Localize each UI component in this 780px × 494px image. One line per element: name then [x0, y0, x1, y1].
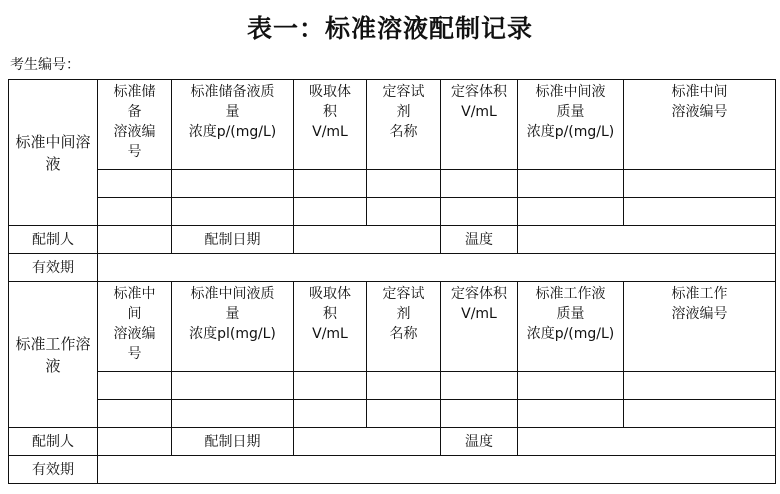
data-cell[interactable]	[441, 170, 518, 198]
header-line: 定容试	[382, 286, 425, 302]
validity-row	[9, 254, 776, 282]
date-value[interactable]	[294, 428, 441, 456]
data-cell[interactable]	[518, 400, 624, 428]
data-cell[interactable]	[172, 170, 294, 198]
header-line: 浓度p/(mg/L)	[526, 124, 615, 140]
header-row	[9, 282, 776, 372]
header-line: 间	[127, 306, 142, 322]
header-line: 标准工作	[671, 286, 728, 302]
header-line: 浓度p/(mg/L)	[188, 124, 277, 140]
validity-value[interactable]	[98, 456, 776, 484]
header-line: 名称	[389, 124, 418, 140]
data-cell[interactable]	[518, 372, 624, 400]
column-header	[441, 80, 518, 170]
column-header	[518, 282, 624, 372]
data-cell[interactable]	[518, 198, 624, 226]
header-line: 吸取体	[309, 286, 351, 302]
data-cell[interactable]	[294, 198, 367, 226]
section-name	[9, 80, 98, 226]
header-line: 标准工作	[15, 334, 76, 353]
preparer-label: 配制人	[9, 226, 98, 254]
header-line: 量	[225, 306, 240, 322]
column-header	[624, 282, 776, 372]
section-name	[9, 282, 98, 428]
header-line: 溶液编号	[671, 104, 728, 120]
header-line: 溶液编号	[671, 306, 728, 322]
data-cell[interactable]	[624, 372, 776, 400]
column-header	[518, 80, 624, 170]
data-cell[interactable]	[624, 170, 776, 198]
preparer-value[interactable]	[98, 428, 172, 456]
column-header	[294, 282, 367, 372]
header-line: 定容试	[382, 84, 425, 100]
column-header	[367, 80, 441, 170]
data-cell[interactable]	[98, 372, 172, 400]
header-line: 剂	[396, 104, 411, 120]
data-cell[interactable]	[367, 372, 441, 400]
temperature-value[interactable]	[518, 226, 776, 254]
header-line: 标准中间	[671, 84, 728, 100]
header-line: 标准中间液	[535, 84, 606, 100]
data-cell[interactable]	[98, 198, 172, 226]
preparer-value[interactable]	[98, 226, 172, 254]
header-line: 积	[323, 306, 337, 322]
data-cell[interactable]	[172, 198, 294, 226]
date-label: 配制日期	[172, 428, 294, 456]
header-line: 定容体积	[451, 286, 507, 302]
data-cell[interactable]	[367, 400, 441, 428]
column-header	[624, 80, 776, 170]
header-line: 名称	[389, 326, 418, 342]
validity-row	[9, 456, 776, 484]
data-cell[interactable]	[98, 170, 172, 198]
header-line: 号	[127, 346, 142, 362]
header-line: 号	[127, 144, 142, 160]
column-header	[98, 80, 172, 170]
validity-label: 有效期	[9, 254, 98, 282]
data-cell[interactable]	[294, 372, 367, 400]
header-line: 标准中间液质	[190, 286, 275, 302]
header-line: 标准中	[113, 286, 156, 302]
header-line: 溶液	[45, 132, 91, 173]
header-line: 定容体积	[451, 84, 507, 100]
data-cell[interactable]	[441, 372, 518, 400]
column-header	[172, 80, 294, 170]
header-line: 吸取体	[309, 84, 351, 100]
data-cell[interactable]	[367, 170, 441, 198]
header-line: 标准中间	[15, 132, 76, 151]
header-line: V/mL	[461, 306, 497, 322]
data-cell[interactable]	[172, 400, 294, 428]
column-header	[294, 80, 367, 170]
date-value[interactable]	[294, 226, 441, 254]
data-cell[interactable]	[294, 400, 367, 428]
temperature-label: 温度	[441, 428, 518, 456]
header-line: 量	[225, 104, 240, 120]
temperature-label: 温度	[441, 226, 518, 254]
header-line: 溶液	[45, 334, 91, 375]
preparer-row	[9, 226, 776, 254]
header-line: V/mL	[461, 104, 497, 120]
preparer-row	[9, 428, 776, 456]
examinee-number-label: 考生编号：	[10, 57, 80, 73]
header-line: 标准工作液	[535, 286, 606, 302]
header-line: 标准储备液质	[190, 84, 275, 100]
header-line: 备	[127, 104, 142, 120]
validity-value[interactable]	[98, 254, 776, 282]
column-header	[441, 282, 518, 372]
temperature-value[interactable]	[518, 428, 776, 456]
data-row	[9, 198, 776, 226]
header-row	[9, 80, 776, 170]
date-label: 配制日期	[172, 226, 294, 254]
header-line: 质量	[556, 104, 585, 120]
header-line: 溶液编	[113, 326, 156, 342]
validity-label: 有效期	[9, 456, 98, 484]
data-cell[interactable]	[172, 372, 294, 400]
header-line: 质量	[556, 306, 585, 322]
data-cell[interactable]	[294, 170, 367, 198]
header-line: 浓度pl(mg/L)	[189, 326, 276, 342]
column-header	[172, 282, 294, 372]
header-line: 浓度p/(mg/L)	[526, 326, 615, 342]
data-cell[interactable]	[624, 198, 776, 226]
page-title: 表一：标准溶液配制记录	[246, 14, 533, 43]
data-cell[interactable]	[98, 400, 172, 428]
column-header	[98, 282, 172, 372]
header-line: V/mL	[312, 326, 348, 342]
data-cell[interactable]	[367, 198, 441, 226]
data-row	[9, 170, 776, 198]
header-line: 溶液编	[113, 124, 156, 140]
column-header	[367, 282, 441, 372]
header-line: 积	[323, 104, 337, 120]
solution-record-table	[8, 79, 776, 484]
data-row	[9, 400, 776, 428]
header-line: V/mL	[312, 124, 348, 140]
data-cell[interactable]	[518, 170, 624, 198]
preparer-label: 配制人	[9, 428, 98, 456]
data-cell[interactable]	[441, 400, 518, 428]
header-line: 剂	[396, 306, 411, 322]
data-cell[interactable]	[441, 198, 518, 226]
header-line: 标准储	[113, 84, 156, 100]
data-cell[interactable]	[624, 400, 776, 428]
data-row	[9, 372, 776, 400]
